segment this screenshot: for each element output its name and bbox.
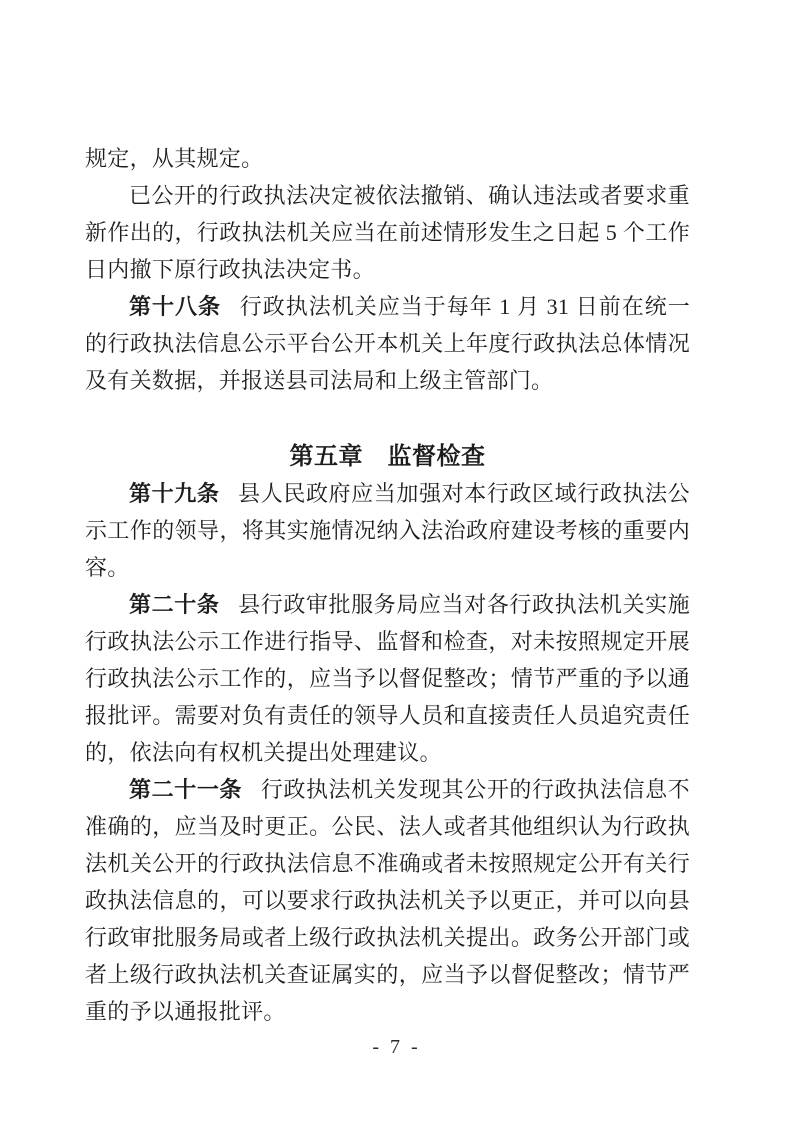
article-19-text: 县人民政府应当加强对本行政区域行政执法公示工作的领导，将其实施情况纳入法治政府建设考核的重要内容。 — [85, 481, 690, 580]
article-21-text: 行政执法机关发现其公开的行政执法信息不准确的，应当及时更正。公民、法人或者其他组织认为行政执法机关公开的行政执法信息不准确或者未按照规定公开有关行政执法信息的，可以要求行政执法机关予以更正，并可以向县行政审批服务局或者上级行政执法机关提出。政务公开部门或者上级行政执法机关查证属实的，应当予以督促整改；情节严重的予以通报批评。 — [85, 777, 690, 1024]
chapter-heading: 第五章 监督检查 — [289, 443, 486, 470]
article-21-label: 第二十一条 — [129, 777, 243, 802]
article-19-paragraph — [85, 475, 690, 586]
article-18-label: 第十八条 — [129, 294, 222, 319]
article-18-text: 行政执法机关应当于每年 1 月 31 日前在统一的行政执法信息公示平台公开本机关上年度行政执法总体情况及有关数据，并报送县司法局和上级主管部门。 — [85, 294, 691, 393]
document-body — [85, 140, 690, 1030]
article-18-paragraph — [85, 288, 690, 399]
article-21-paragraph — [85, 771, 690, 1030]
page-number: - 7 - — [372, 1036, 421, 1058]
article-19-label: 第十九条 — [129, 481, 220, 506]
paragraph-continuation: 规定，从其规定。 — [85, 146, 264, 171]
paragraph-body: 已公开的行政执法决定被依法撤销、确认违法或者要求重新作出的，行政执法机关应当在前述情形发生之日起 5 个工作日内撤下原行政执法决定书。 — [85, 183, 690, 282]
article-20-paragraph — [85, 586, 690, 771]
article-20-label: 第二十条 — [129, 592, 220, 617]
article-20-text: 县行政审批服务局应当对各行政执法机关实施行政执法公示工作进行指导、监督和检查，对未按照规定开展行政执法公示工作的，应当予以督促整改；情节严重的予以通报批评。需要对负有责任的领导人员和直接责任人员追究责任的，依法向有权机关提出处理建议。 — [85, 592, 690, 765]
